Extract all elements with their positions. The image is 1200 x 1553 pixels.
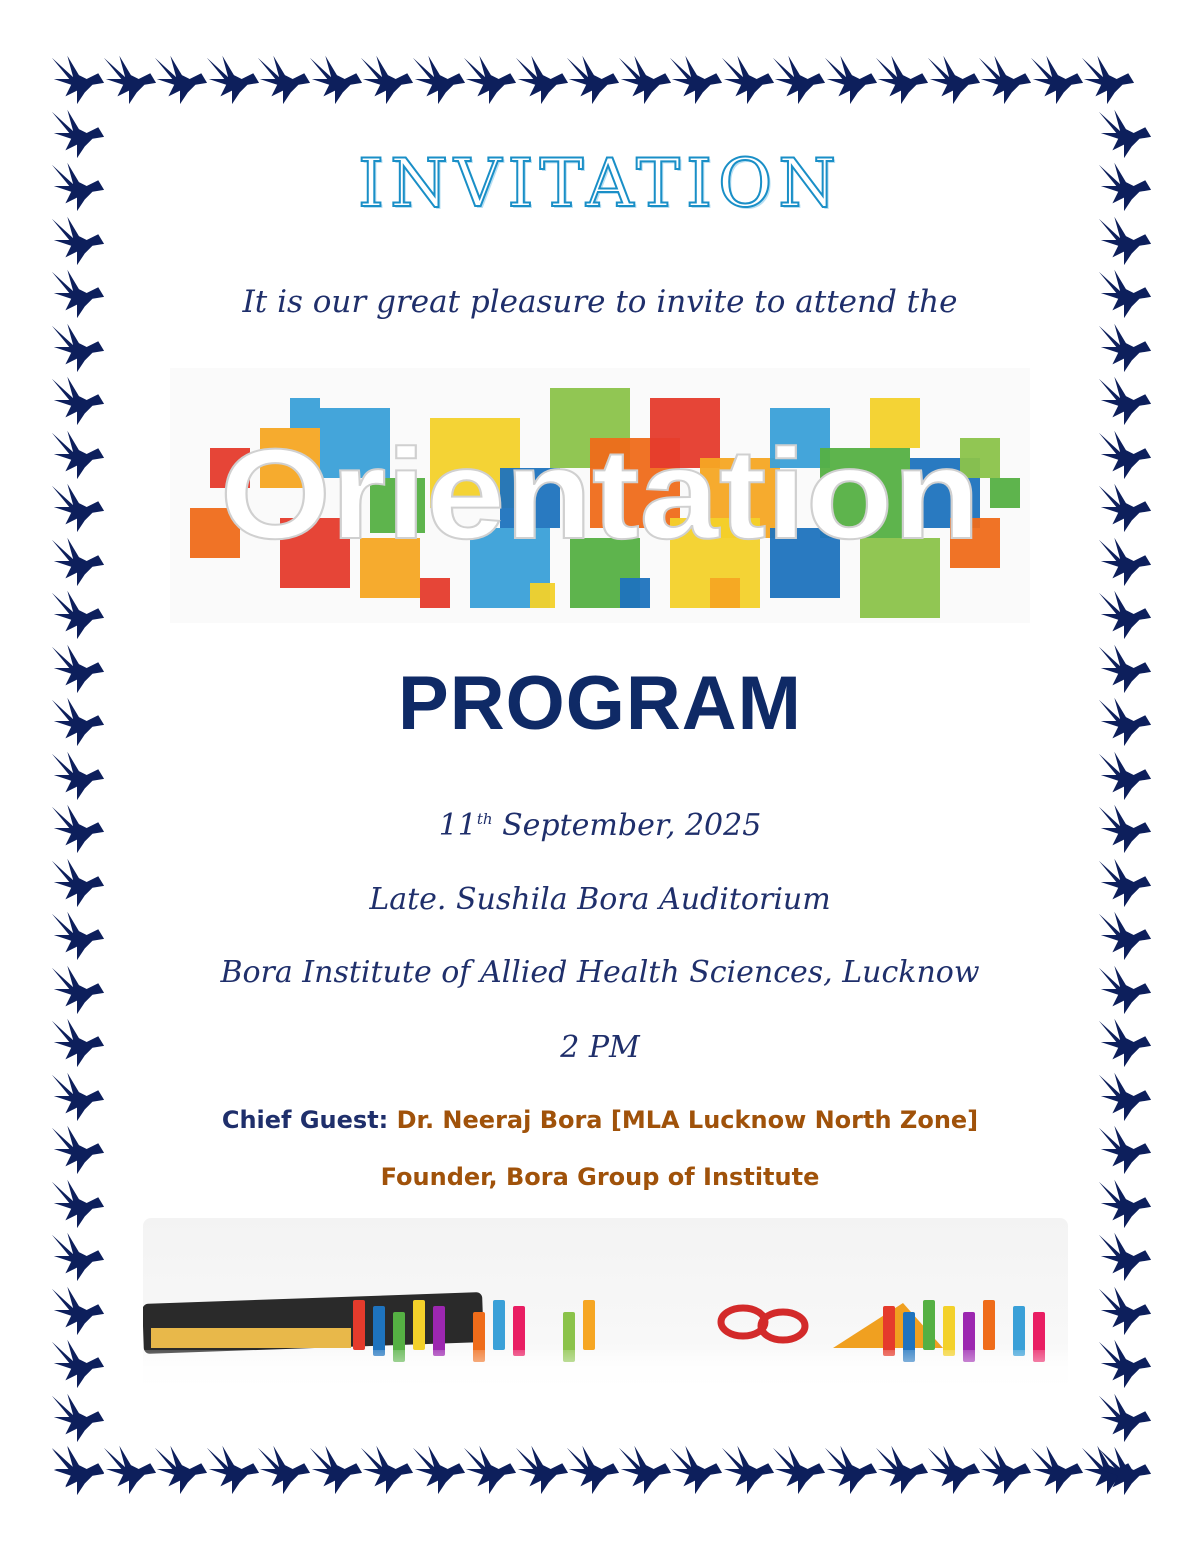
- swallow-bird-icon: [666, 1440, 724, 1498]
- date-month-year: September, 2025: [492, 808, 762, 843]
- swallow-bird-icon: [924, 50, 982, 108]
- program-heading: PROGRAM: [398, 661, 802, 746]
- swallow-bird-icon: [563, 1440, 621, 1498]
- swallow-bird-icon: [975, 1440, 1033, 1498]
- pencil: [923, 1300, 935, 1350]
- swallow-bird-icon: [48, 1227, 106, 1285]
- swallow-bird-icon: [1095, 1281, 1153, 1339]
- intro-line: It is our great pleasure to invite to attend the: [242, 284, 958, 320]
- swallow-bird-icon: [48, 478, 106, 536]
- swallow-bird-icon: [460, 1440, 518, 1498]
- swallow-bird-icon: [306, 50, 364, 108]
- swallow-bird-icon: [512, 1440, 570, 1498]
- swallow-bird-icon: [821, 1440, 879, 1498]
- pencil: [433, 1306, 445, 1356]
- swallow-bird-icon: [1078, 50, 1136, 108]
- swallow-bird-icon: [512, 50, 570, 108]
- pencil: [353, 1300, 365, 1350]
- swallow-bird-icon: [1095, 1388, 1153, 1446]
- swallow-bird-icon: [769, 50, 827, 108]
- chief-guest-label: Chief Guest:: [221, 1106, 389, 1134]
- swallow-bird-icon: [48, 1441, 106, 1499]
- date-suffix: th: [476, 810, 493, 828]
- swallow-bird-icon: [306, 1440, 364, 1498]
- swallow-bird-icon: [1095, 1227, 1153, 1285]
- date-day: 11: [438, 808, 477, 843]
- pencil: [583, 1300, 595, 1350]
- swallow-bird-icon: [409, 1440, 467, 1498]
- swallow-bird-icon: [48, 585, 106, 643]
- pencil: [513, 1306, 525, 1356]
- swallow-bird-icon: [48, 371, 106, 429]
- chief-guest-line: [0, 1106, 1200, 1134]
- chief-guest-role: Founder, Bora Group of Institute: [380, 1163, 820, 1191]
- pencil: [1013, 1306, 1025, 1356]
- event-date: [0, 808, 1200, 843]
- invitation-title: INVITATION: [358, 145, 842, 222]
- swallow-bird-icon: [48, 1334, 106, 1392]
- swallow-bird-icon: [1095, 425, 1153, 483]
- swallow-bird-icon: [1095, 1441, 1153, 1499]
- swallow-bird-icon: [409, 50, 467, 108]
- swallow-bird-icon: [100, 50, 158, 108]
- swallow-bird-icon: [48, 1281, 106, 1339]
- event-venue: Late. Sushila Bora Auditorium: [369, 882, 831, 917]
- swallow-bird-icon: [203, 50, 261, 108]
- orientation-banner: [170, 368, 1030, 623]
- swallow-bird-icon: [975, 50, 1033, 108]
- swallow-bird-icon: [357, 1440, 415, 1498]
- swallow-bird-icon: [1095, 318, 1153, 376]
- color-square: [710, 578, 740, 608]
- chief-guest-name: Dr. Neeraj Bora [MLA Lucknow North Zone]: [396, 1106, 979, 1134]
- color-square: [420, 578, 450, 608]
- swallow-bird-icon: [872, 1440, 930, 1498]
- pencil: [883, 1306, 895, 1356]
- swallow-bird-icon: [563, 50, 621, 108]
- event-institute: Bora Institute of Allied Health Sciences, Lucknow: [220, 955, 980, 990]
- swallow-bird-icon: [48, 1388, 106, 1446]
- swallow-bird-icon: [151, 50, 209, 108]
- swallow-bird-icon: [203, 1440, 261, 1498]
- pencil: [373, 1306, 385, 1356]
- swallow-bird-icon: [1095, 532, 1153, 590]
- swallow-bird-icon: [718, 50, 776, 108]
- swallow-bird-icon: [666, 50, 724, 108]
- pencil: [493, 1300, 505, 1350]
- swallow-bird-icon: [48, 50, 106, 108]
- pencil: [943, 1306, 955, 1356]
- swallow-bird-icon: [769, 1440, 827, 1498]
- swallow-bird-icon: [254, 1440, 312, 1498]
- pencil: [983, 1300, 995, 1350]
- swallow-bird-icon: [1095, 371, 1153, 429]
- swallow-bird-icon: [718, 1440, 776, 1498]
- swallow-bird-icon: [1095, 1334, 1153, 1392]
- swallow-bird-icon: [615, 1440, 673, 1498]
- banner-word: Orientation: [220, 423, 980, 566]
- swallow-bird-icon: [357, 50, 415, 108]
- swallow-bird-icon: [100, 1440, 158, 1498]
- swallow-bird-icon: [1027, 50, 1085, 108]
- swallow-bird-icon: [254, 50, 312, 108]
- swallow-bird-icon: [872, 50, 930, 108]
- swallow-bird-icon: [821, 50, 879, 108]
- swallow-bird-icon: [1095, 585, 1153, 643]
- school-supplies-illustration: [143, 1218, 1068, 1393]
- swallow-bird-icon: [1095, 478, 1153, 536]
- school-supplies-image: [143, 1218, 1068, 1393]
- swallow-bird-icon: [151, 1440, 209, 1498]
- color-square: [990, 478, 1020, 508]
- swallow-bird-icon: [48, 425, 106, 483]
- swallow-bird-icon: [460, 50, 518, 108]
- colorful-squares-illustration: [170, 368, 1030, 623]
- swallow-bird-icon: [48, 746, 106, 804]
- swallow-bird-icon: [924, 1440, 982, 1498]
- swallow-bird-icon: [1027, 1440, 1085, 1498]
- swallow-bird-icon: [48, 532, 106, 590]
- swallow-bird-icon: [1095, 746, 1153, 804]
- swallow-bird-icon: [615, 50, 673, 108]
- color-square: [620, 578, 650, 608]
- color-square: [530, 583, 555, 608]
- pencil: [413, 1300, 425, 1350]
- event-time: 2 PM: [560, 1030, 640, 1065]
- swallow-bird-icon: [48, 318, 106, 376]
